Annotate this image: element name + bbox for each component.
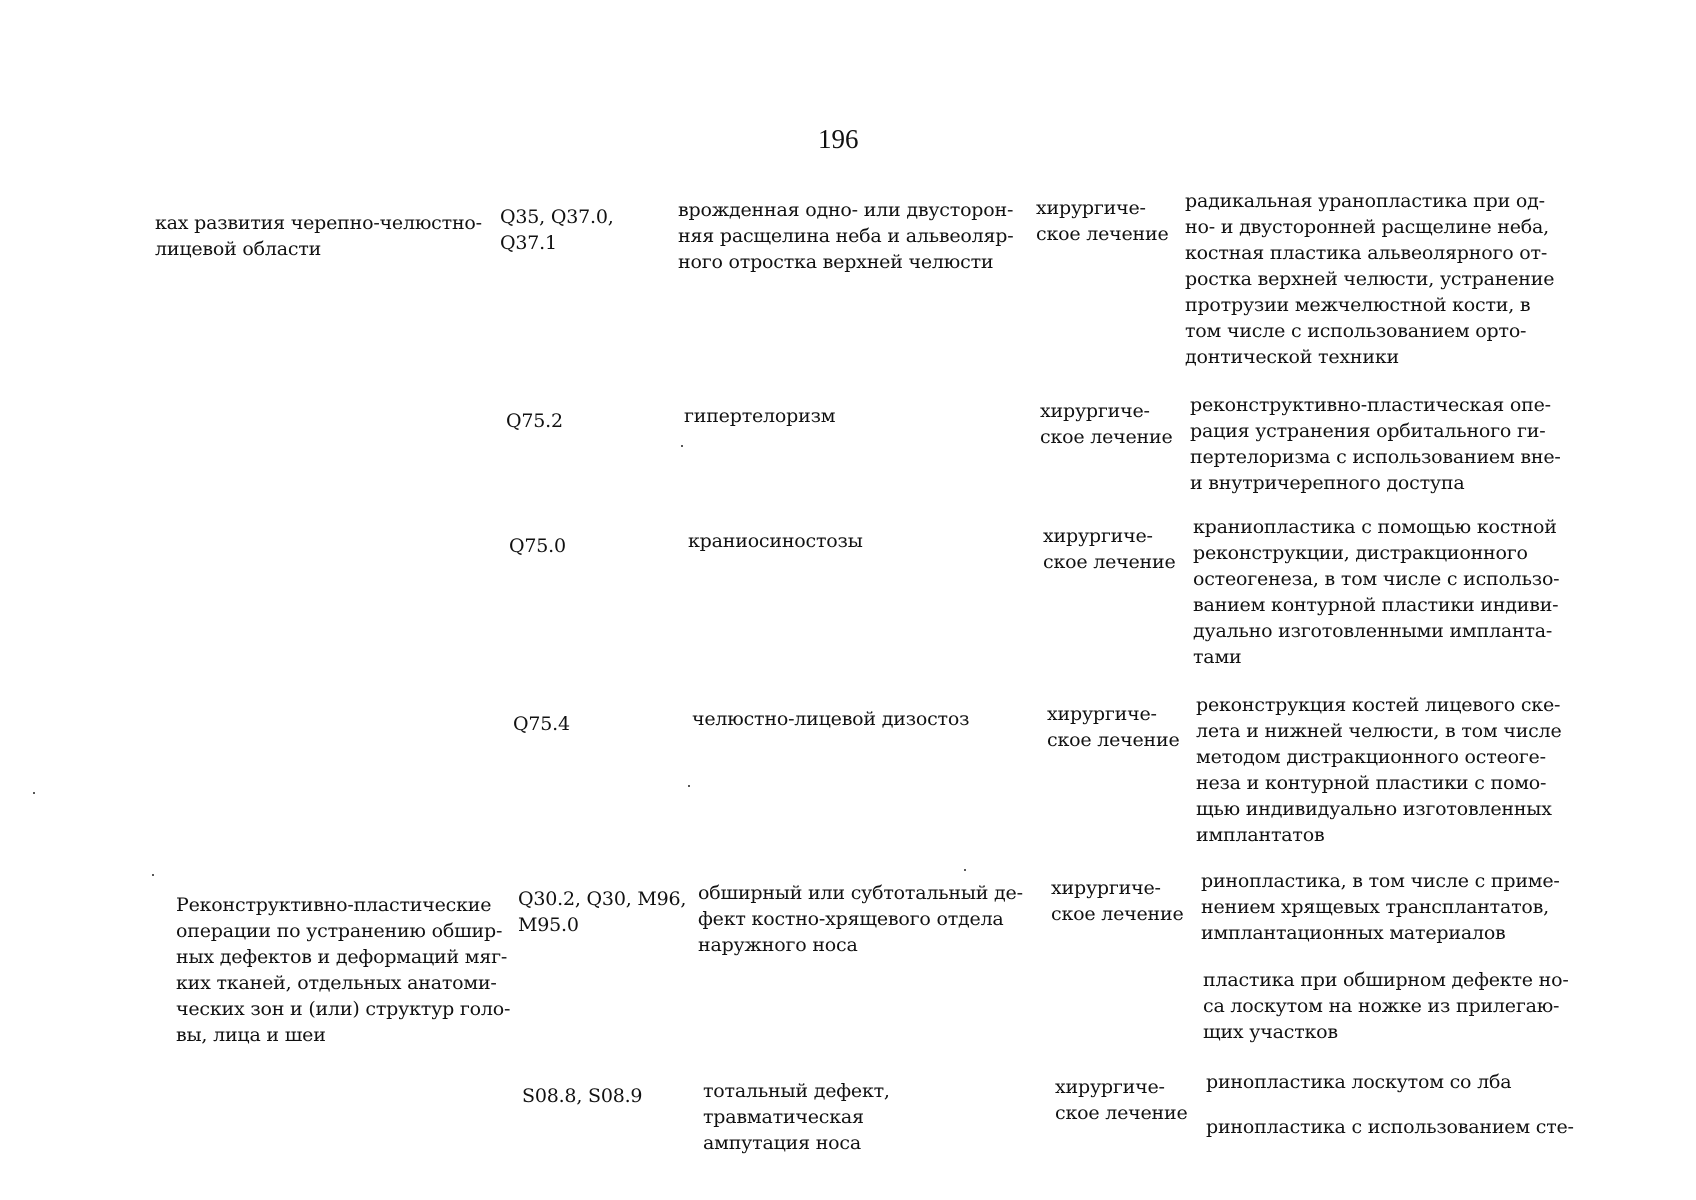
- table-row-treatment: хирургиче- ское лечение: [1055, 1076, 1188, 1124]
- table-row-codes: Q35, Q37.0, Q37.1: [500, 206, 614, 254]
- table-row-treatment: хирургиче- ское лечение: [1036, 197, 1169, 245]
- table-row-method: реконструктивно-пластическая опе- рация устранения орбитального ги- пертелоризма с использованием вне- и внутричерепного доступа: [1190, 394, 1561, 494]
- table-row-treatment: хирургиче- ское лечение: [1043, 525, 1176, 573]
- table-row-disease: тотальный дефект, травматическая ампутация носа: [703, 1080, 890, 1154]
- table-row-method: реконструкция костей лицевого ске- лета и нижней челюсти, в том числе методом дистракционного остеоге- неза и контурной пластики с помо- щью индивидуально изготовленных имплантатов: [1196, 694, 1562, 846]
- table-row-disease: челюстно-лицевой дизостоз: [692, 708, 970, 730]
- scan-speck: [152, 874, 154, 876]
- table-row-codes: S08.8, S08.9: [522, 1085, 643, 1107]
- table-row-method-alt: пластика при обширном дефекте но- са лоскутом на ножке из прилегаю- щих участков: [1203, 969, 1569, 1043]
- table-row-method: радикальная уранопластика при од- но- и двусторонней расщелине неба, костная пластика альвеолярного от- ростка верхней челюсти, устранение протрузии межчелюстной кости, в том числе с использованием орто- донтической техники: [1185, 190, 1555, 368]
- scan-speck: [688, 785, 690, 787]
- page-number: 196: [818, 124, 859, 154]
- table-row-treatment: хирургиче- ское лечение: [1047, 703, 1180, 751]
- table-row-method-alt: ринопластика с использованием сте-: [1206, 1116, 1574, 1138]
- table-row-method: ринопластика, в том числе с приме- нением хрящевых трансплантатов, имплантационных материалов: [1201, 870, 1560, 944]
- table-row-disease: врожденная одно- или двусторон- няя расщелина неба и альвеоляр- ного отростка верхней челюсти: [678, 199, 1014, 273]
- table-row-codes: Q75.0: [509, 535, 566, 557]
- scan-speck: [964, 869, 966, 871]
- table-row-codes: Q30.2, Q30, M96, M95.0: [518, 888, 687, 936]
- table-row-disease: гипертелоризм: [684, 405, 836, 427]
- scan-speck: [33, 792, 35, 794]
- table-row-method: краниопластика с помощью костной реконструкции, дистракционного остеогенеза, в том числе с использо- ванием контурной пластики индиви- дуально изготовленными импланта- тами: [1193, 516, 1560, 668]
- table-row-group-label: ках развития черепно-челюстно- лицевой области: [155, 212, 482, 260]
- table-row-treatment: хирургиче- ское лечение: [1040, 400, 1173, 448]
- table-row-treatment: хирургиче- ское лечение: [1051, 877, 1184, 925]
- table-row-method: ринопластика лоскутом со лба: [1206, 1071, 1512, 1093]
- scan-speck: [681, 445, 683, 447]
- table-row-codes: Q75.4: [513, 713, 570, 735]
- table-row-disease: краниосиностозы: [688, 530, 863, 552]
- table-row-group-label: Реконструктивно-пластические операции по устранению обшир- ных дефектов и деформаций мяг- ких тканей, отдельных анатоми- ческих зон и (или) структур голо- вы, лица и шеи: [176, 894, 511, 1046]
- table-row-disease: обширный или субтотальный де- фект костно-хрящевого отдела наружного носа: [698, 882, 1023, 956]
- table-row-codes: Q75.2: [506, 410, 563, 432]
